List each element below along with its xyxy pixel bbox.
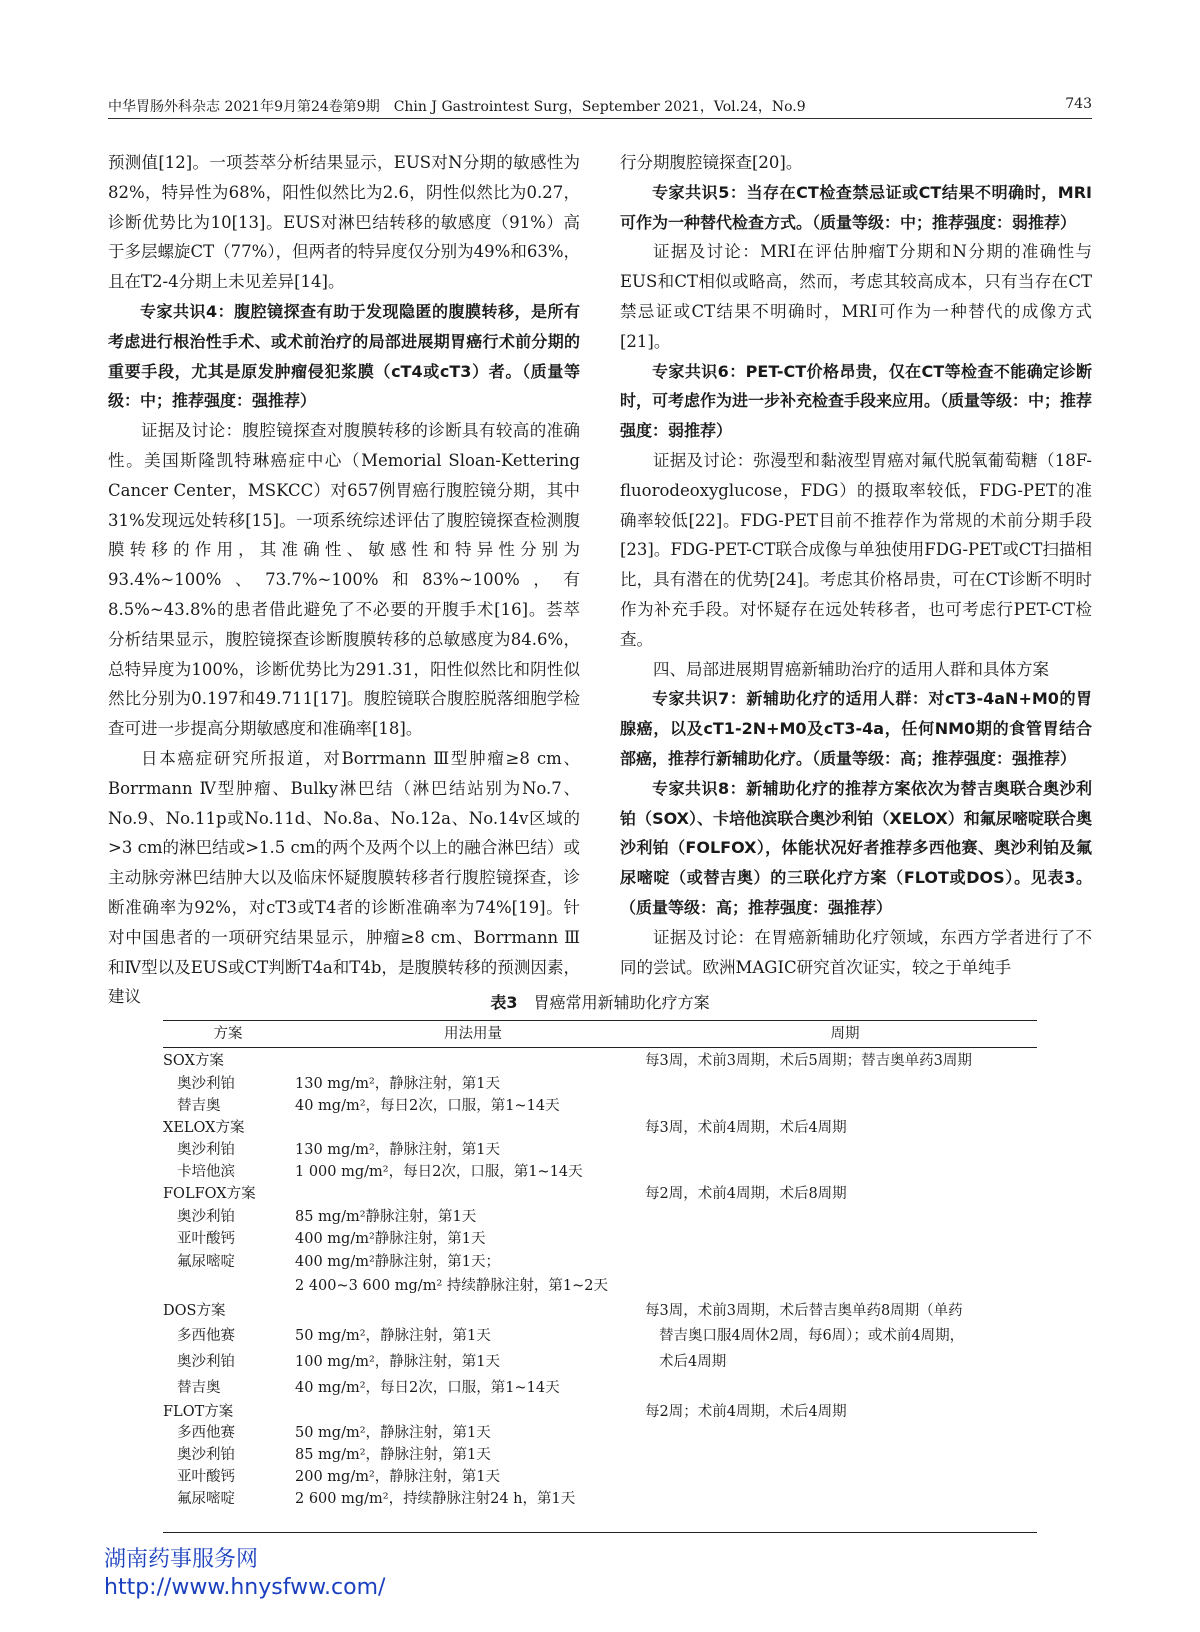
cycle-cell: 每3周，术前3周期，术后替吉奥单药8周期（单药: [645, 1303, 963, 1319]
dosage-cell: 40 mg/m²，每日2次，口服，第1~14天: [295, 1098, 560, 1114]
header-dosage: 用法用量: [444, 1026, 502, 1042]
paragraph: 专家共识5：当存在CT检查禁忌证或CT结果不明确时，MRI可作为一种替代检查方式。（质量等级：中；推荐强度：弱推荐）: [620, 182, 1092, 232]
regimen-name-cell: FOLFOX方案: [163, 1186, 256, 1202]
regimen-name-cell: DOS方案: [163, 1303, 226, 1319]
cycle-cell: 每3周，术前3周期，术后5周期；替吉奥单药3周期: [645, 1053, 972, 1069]
dosage-cell: 400 mg/m²静脉注射，第1天；: [295, 1254, 500, 1270]
journal-citation: 中华胃肠外科杂志 2021年9月第24卷第9期 Chin J Gastrointest Surg，September 2021，Vol.24，No.9: [108, 99, 806, 115]
dosage-cell: 400 mg/m²静脉注射，第1天: [295, 1231, 486, 1247]
dosage-cell: 50 mg/m²，静脉注射，第1天: [295, 1425, 491, 1441]
drug-name-cell: 奥沙利铂: [177, 1142, 235, 1158]
watermark-site-name: 湖南药事服务网: [104, 1547, 259, 1572]
header-cycle: 周期: [830, 1026, 860, 1042]
paragraph: 行分期腹腔镜探查[20]。: [620, 153, 803, 172]
paragraph: 日本癌症研究所报道，对Borrmann Ⅲ型肿瘤≥8 cm、Borrmann Ⅳ型肿瘤、Bulky淋巴结（淋巴结站别为No.7、No.9、No.11p或No.11d、No.8a、No.12a、No.14v区域的>3 cm的淋巴结或>1.5 cm的两个及两个以上的融合淋巴结）或主动脉旁淋巴结肿大以及临床怀疑腹膜转移者行腹腔镜探查，诊断准确率为92%，对cT3或T4者的诊断准确率为74%[19]。针对中国患者的一项研究结果显示，肿瘤≥8 cm、Borrmann Ⅲ和Ⅳ型以及EUS或CT判断T4a和T4b，是腹膜转移的预测因素，建议: [108, 748, 580, 1007]
dosage-cell: 2 600 mg/m²，持续静脉注射24 h，第1天: [295, 1491, 576, 1507]
regimen-name-cell: SOX方案: [163, 1053, 224, 1069]
running-header: [108, 96, 1092, 119]
cycle-cell: 每2周，术前4周期，术后8周期: [645, 1186, 847, 1202]
page-number: 743: [1065, 96, 1092, 112]
dosage-cell: 130 mg/m²，静脉注射，第1天: [295, 1076, 500, 1092]
paragraph: 证据及讨论：弥漫型和黏液型胃癌对氟代脱氧葡萄糖（18F-fluorodeoxyglucose，FDG）的摄取率较低，FDG-PET的准确率较低[22]。FDG-PET目前不推荐作为常规的术前分期手段[23]。FDG-PET-CT联合成像与单独使用FDG-PET或CT扫描相比，具有潜在的优势[24]。考虑其价格昂贵，可在CT诊断不明时作为补充手段。对怀疑存在远处转移者，也可考虑行PET-CT检查。: [620, 450, 1092, 649]
dosage-cell: 85 mg/m²，静脉注射，第1天: [295, 1447, 491, 1463]
regimen-table: [163, 1020, 1037, 1533]
dosage-cell: 40 mg/m²，每日2次，口服，第1~14天: [295, 1380, 560, 1396]
drug-name-cell: 氟尿嘧啶: [177, 1491, 235, 1507]
paragraph: 专家共识6：PET-CT价格昂贵，仅在CT等检查不能确定诊断时，可考虑作为进一步补充检查手段来应用。（质量等级：中；推荐强度：弱推荐）: [620, 361, 1093, 441]
header-regimen: 方案: [213, 1026, 243, 1042]
drug-name-cell: 氟尿嘧啶: [177, 1254, 235, 1270]
drug-name-cell: 奥沙利铂: [177, 1209, 235, 1225]
drug-name-cell: 奥沙利铂: [177, 1447, 235, 1463]
paragraph: 四、局部进展期胃癌新辅助治疗的适用人群和具体方案: [653, 659, 1049, 679]
paragraph: 预测值[12]。一项荟萃分析结果显示，EUS对N分期的敏感性为82%，特异性为68%，阳性似然比为2.6，阴性似然比为0.27，诊断优势比为10[13]。EUS对淋巴结转移的敏感度（91%）高于多层螺旋CT（77%），但两者的特异度仅分别为49%和63%，且在T2-4分期上未见差异[14]。: [108, 153, 580, 292]
drug-name-cell: 亚叶酸钙: [177, 1231, 235, 1247]
drug-name-cell: 替吉奥: [177, 1098, 221, 1114]
cycle-cell: 替吉奥口服4周休2周，每6周）；或术前4周期，: [659, 1328, 965, 1344]
site-watermark: [104, 1546, 385, 1602]
right-text-column: [620, 148, 1092, 982]
cycle-cell: 每2周；术前4周期，术后4周期: [645, 1404, 847, 1420]
drug-name-cell: 奥沙利铂: [177, 1076, 235, 1092]
drug-name-cell: 替吉奥: [177, 1380, 221, 1396]
dosage-cell: 200 mg/m²，静脉注射，第1天: [295, 1469, 500, 1485]
left-text-column: [108, 148, 580, 1012]
drug-name-cell: 多西他赛: [177, 1328, 235, 1344]
drug-name-cell: 多西他赛: [177, 1425, 235, 1441]
table-caption: [0, 990, 1200, 1013]
paragraph: 证据及讨论：在胃癌新辅助化疗领域，东西方学者进行了不同的尝试。欧洲MAGIC研究首次证实，较之于单纯手: [620, 927, 1092, 977]
paragraph: 证据及讨论：腹腔镜探查对腹膜转移的诊断具有较高的准确性。美国斯隆凯特琳癌症中心（Memorial Sloan-Kettering Cancer Center，MSKCC）对657例胃癌行腹腔镜分期，其中31%发现远处转移[15]。一项系统综述评估了腹腔镜探查检测腹膜转移的作用，其准确性、敏感性和特异性分别为93.4%~100%、73.7%~100%和83%~100%，有8.5%~43.8%的患者借此避免了不必要的开腹手术[16]。荟萃分析结果显示，腹腔镜探查诊断腹膜转移的总敏感度为84.6%，总特异度为100%，诊断优势比为291.31，阳性似然比和阴性似然比分别为0.197和49.711[17]。腹腔镜联合腹腔脱落细胞学检查可进一步提高分期敏感度和准确率[18]。: [108, 421, 580, 739]
paragraph: 专家共识7：新辅助化疗的适用人群：对cT3-4aN+M0的胃腺癌，以及cT1-2N+M0及cT3-4a，任何NM0期的食管胃结合部癌，推荐行新辅助化疗。（质量等级：高；推荐强度：强推荐）: [620, 689, 1092, 768]
regimen-name-cell: FLOT方案: [163, 1404, 234, 1420]
paragraph: 证据及讨论：MRI在评估肿瘤T分期和N分期的准确性与EUS和CT相似或略高，然而，考虑其较高成本，只有当存在CT禁忌证或CT结果不明确时，MRI可作为一种替代的成像方式[21]。: [620, 242, 1092, 351]
regimen-name-cell: XELOX方案: [163, 1120, 245, 1136]
table-header-row: [163, 1021, 1037, 1048]
watermark-url: http://www.hnysfww.com/: [104, 1575, 386, 1600]
dosage-cell: 130 mg/m²，静脉注射，第1天: [295, 1142, 500, 1158]
dosage-cell: 1 000 mg/m²，每日2次，口服，第1~14天: [295, 1164, 583, 1180]
dosage-cell: 2 400~3 600 mg/m² 持续静脉注射，第1~2天: [295, 1278, 608, 1294]
table-title: 胃癌常用新辅助化疗方案: [533, 993, 710, 1012]
paragraph: 专家共识4：腹腔镜探查有助于发现隐匿的腹膜转移，是所有考虑进行根治性手术、或术前治疗的局部进展期胃癌行术前分期的重要手段，尤其是原发肿瘤侵犯浆膜（cT4或cT3）者。（质量等级：中；推荐强度：强推荐）: [108, 301, 580, 411]
drug-name-cell: 卡培他滨: [177, 1164, 235, 1180]
cycle-cell: 术后4周期: [659, 1354, 727, 1370]
dosage-cell: 50 mg/m²，静脉注射，第1天: [295, 1328, 491, 1344]
paragraph: 专家共识8：新辅助化疗的推荐方案依次为替吉奥联合奥沙利铂（SOX）、卡培他滨联合奥沙利铂（XELOX）和氟尿嘧啶联合奥沙利铂（FOLFOX），体能状况好者推荐多西他赛、奥沙利铂及氟尿嘧啶（或替吉奥）的三联化疗方案（FLOT或DOS）。见表3。（质量等级：高；推荐强度：强推荐）: [620, 778, 1092, 917]
dosage-cell: 100 mg/m²，静脉注射，第1天: [295, 1354, 500, 1370]
dosage-cell: 85 mg/m²静脉注射，第1天: [295, 1209, 477, 1225]
table-body: [163, 1048, 1037, 1532]
cycle-cell: 每3周，术前4周期，术后4周期: [645, 1120, 847, 1136]
drug-name-cell: 奥沙利铂: [177, 1354, 235, 1370]
table-label: 表3: [490, 993, 518, 1012]
drug-name-cell: 亚叶酸钙: [177, 1469, 235, 1485]
